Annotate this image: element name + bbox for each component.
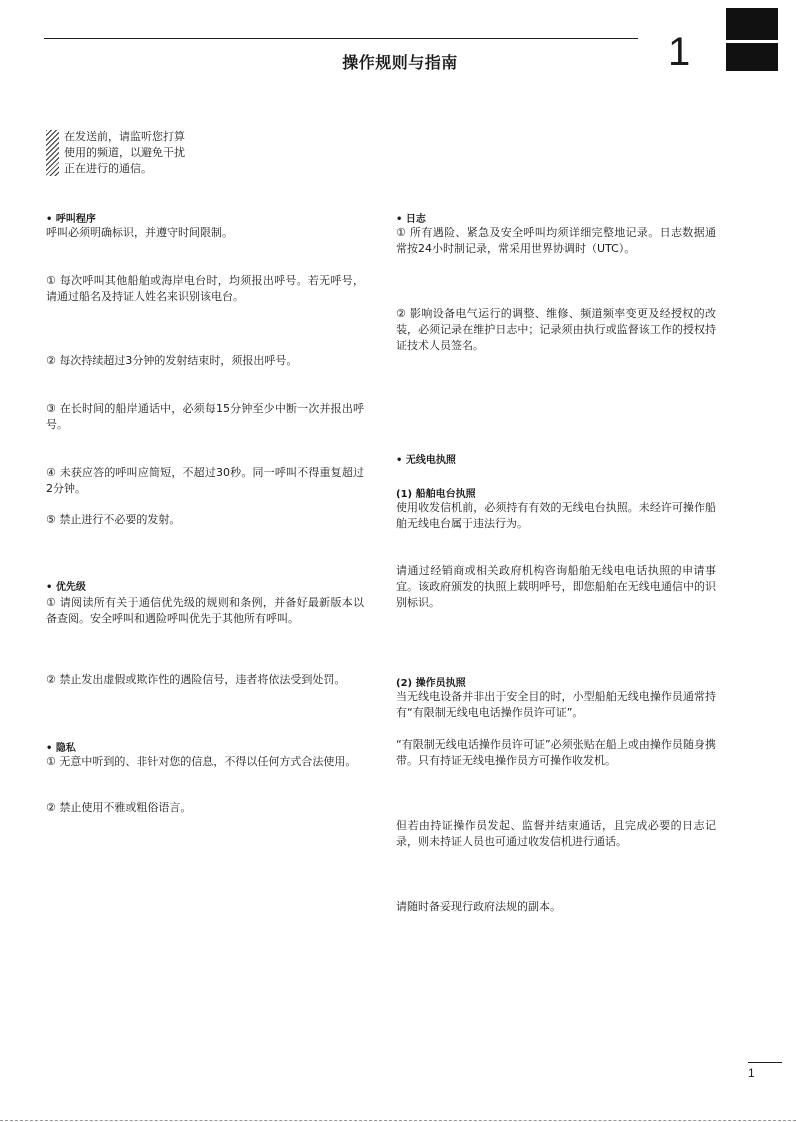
- calling-item-3: ③ 在长时间的船岸通话中，必须每15分钟至少中断一次并报出呼号。: [46, 402, 364, 431]
- section-heading-calling: • 呼叫程序: [46, 214, 96, 225]
- warning-line: 正在进行的通信。: [64, 162, 152, 175]
- chapter-number: 1: [668, 30, 691, 74]
- page-number: 1: [748, 1066, 755, 1080]
- operator-license-paragraph: 但若由持证操作员发起、监督并结束通话，且完成必要的日志记录，则未持证人员也可通过收发信机进行通话。: [396, 819, 716, 848]
- warning-text: [64, 129, 185, 177]
- subheading-operator-license: (2) 操作员执照: [396, 678, 466, 689]
- privacy-item-2: ② 禁止使用不雅或粗俗语言。: [46, 801, 192, 814]
- privacy-item-1: ① 无意中听到的、非针对您的信息，不得以任何方式合法使用。: [46, 755, 357, 768]
- calling-item-1: ① 每次呼叫其他船舶或海岸电台时，均须报出呼号。若无呼号，请通过船名及持证人姓名来识别该电台。: [46, 274, 364, 303]
- station-license-paragraph: 请通过经销商或相关政府机构咨询船舶无线电电话执照的申请事宜。该政府颁发的执照上载明呼号，即您船舶在无线电通信中的识别标识。: [396, 564, 716, 609]
- chapter-tab-block-lower: [726, 43, 778, 71]
- hatch-marker-icon: [46, 130, 59, 176]
- operator-license-paragraph: 当无线电设备并非出于安全目的时，小型船舶无线电操作员通常持有“有限制无线电电话操作员许可证”。: [396, 690, 716, 719]
- log-item-1: ① 所有遇险、紧急及安全呼叫均须详细完整地记录。日志数据通常按24小时制记录，常采用世界协调时（UTC）。: [396, 226, 716, 255]
- priority-item-1: ① 请阅读所有关于通信优先级的规则和条例，并备好最新版本以备查阅。安全呼叫和遇险呼叫优先于其他所有呼叫。: [46, 596, 364, 625]
- calling-item-2: ② 每次持续超过3分钟的发射结束时，须报出呼号。: [46, 354, 298, 367]
- page-bottom-edge: [0, 1120, 796, 1121]
- warning-line: 在发送前，请监听您打算: [64, 130, 185, 143]
- calling-intro: 呼叫必须明确标识，并遵守时间限制。: [46, 226, 233, 239]
- header-rule: [44, 38, 638, 39]
- station-license-paragraph: 使用收发信机前，必须持有有效的无线电台执照。未经许可操作船舶无线电台属于违法行为。: [396, 501, 716, 530]
- footer-rule: [748, 1062, 782, 1063]
- priority-item-2: ② 禁止发出虚假或欺诈性的遇险信号，违者将依法受到处罚。: [46, 673, 346, 686]
- subheading-station-license: (1) 船舶电台执照: [396, 489, 476, 500]
- chapter-tab-block: [726, 8, 778, 40]
- page-title: 操作规则与指南: [342, 53, 458, 72]
- calling-item-4: ④ 未获应答的呼叫应简短，不超过30秒。同一呼叫不得重复超过2分钟。: [46, 466, 364, 495]
- section-heading-priority: • 优先级: [46, 582, 86, 593]
- section-heading-log: • 日志: [396, 214, 426, 225]
- operator-license-paragraph: “有限制无线电话操作员许可证”必须张贴在船上或由操作员随身携带。只有持证无线电操作员方可操作收发机。: [396, 738, 716, 767]
- log-item-2: ② 影响设备电气运行的调整、维修、频道频率变更及经授权的改装，必须记录在维护日志中；记录须由执行或监督该工作的授权持证技术人员签名。: [396, 307, 716, 352]
- section-heading-privacy: • 隐私: [46, 743, 76, 754]
- section-heading-license: • 无线电执照: [396, 455, 456, 466]
- operator-license-paragraph: 请随时备妥现行政府法规的副本。: [396, 900, 561, 913]
- calling-item-5: ⑤ 禁止进行不必要的发射。: [46, 513, 181, 526]
- warning-line: 使用的频道，以避免干扰: [64, 146, 185, 159]
